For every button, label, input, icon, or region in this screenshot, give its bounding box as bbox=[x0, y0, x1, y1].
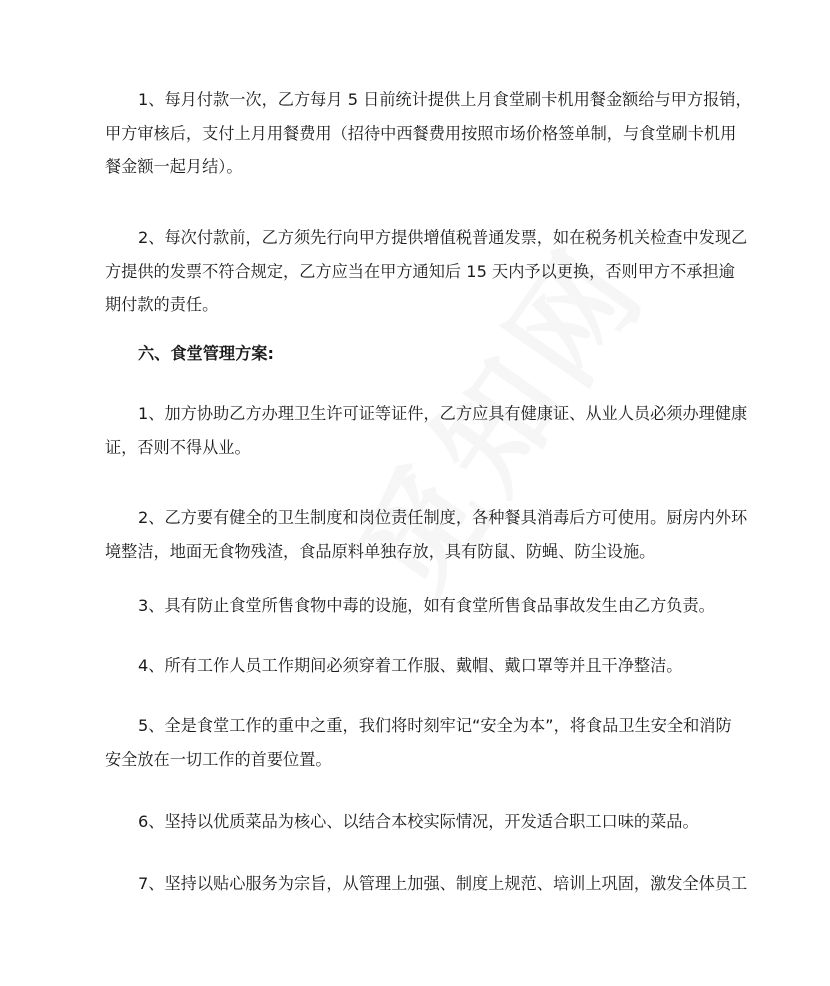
text-line: 方提供的发票不符合规定，乙方应当在甲方通知后 15 天内予以更换，否则甲方不承担逾 bbox=[105, 261, 735, 281]
text-line: 6、坚持以优质菜品为核心、以结合本校实际情况，开发适合职工口味的菜品。 bbox=[138, 812, 699, 831]
text-line: 境整洁，地面无食物残渣，食品原料单独存放，具有防鼠、防蝇、防尘设施。 bbox=[105, 541, 656, 561]
text-line: 1、加方协助乙方办理卫生许可证等证件，乙方应具有健康证、从业人员必须办理健康 bbox=[138, 404, 748, 423]
text-line: 7、坚持以贴心服务为宗旨，从管理上加强、制度上规范、培训上巩固，激发全体员工 bbox=[138, 874, 748, 893]
text-line: 安全放在一切工作的首要位置。 bbox=[105, 749, 332, 769]
section-heading bbox=[105, 337, 745, 371]
paragraph-item-6 bbox=[105, 805, 745, 839]
text-line: 2、乙方要有健全的卫生制度和岗位责任制度，各种餐具消毒后方可使用。厨房内外环 bbox=[138, 508, 748, 527]
paragraph-item-1 bbox=[105, 397, 748, 464]
text-line: 3、具有防止食堂所售食物中毒的设施，如有食堂所售食品事故发生由乙方负责。 bbox=[138, 596, 715, 615]
text-line: 4、所有工作人员工作期间必须穿着工作服、戴帽、戴口罩等并且干净整洁。 bbox=[138, 656, 683, 675]
text-line: 期付款的责任。 bbox=[105, 295, 219, 314]
text-line: 5、全是食堂工作的重中之重，我们将时刻牢记“安全为本”，将食品卫生安全和消防 bbox=[138, 716, 732, 735]
text-line: 1、每月付款一次，乙方每月 5 日前统计提供上月食堂刷卡机用餐金额给与甲方报销， bbox=[138, 90, 752, 109]
paragraph-item-3 bbox=[105, 589, 745, 623]
paragraph-item-5 bbox=[105, 709, 745, 776]
heading-text: 六、食堂管理方案: bbox=[138, 344, 274, 363]
text-line: 2、每次付款前，乙方须先行向甲方提供增值税普通发票，如在税务机关检查中发现乙 bbox=[138, 228, 748, 247]
paragraph-invoice bbox=[105, 221, 748, 322]
text-line: 餐金额一起月结）。 bbox=[105, 157, 243, 176]
text-line: 证，否则不得从业。 bbox=[105, 437, 251, 457]
paragraph-payment-monthly bbox=[105, 83, 752, 184]
text-line: 甲方审核后，支付上月用餐费用（招待中西餐费用按照市场价格签单制，与食堂刷卡机用 bbox=[105, 123, 737, 143]
paragraph-item-4 bbox=[105, 649, 745, 683]
paragraph-item-7 bbox=[105, 867, 748, 901]
paragraph-item-2 bbox=[105, 501, 748, 568]
